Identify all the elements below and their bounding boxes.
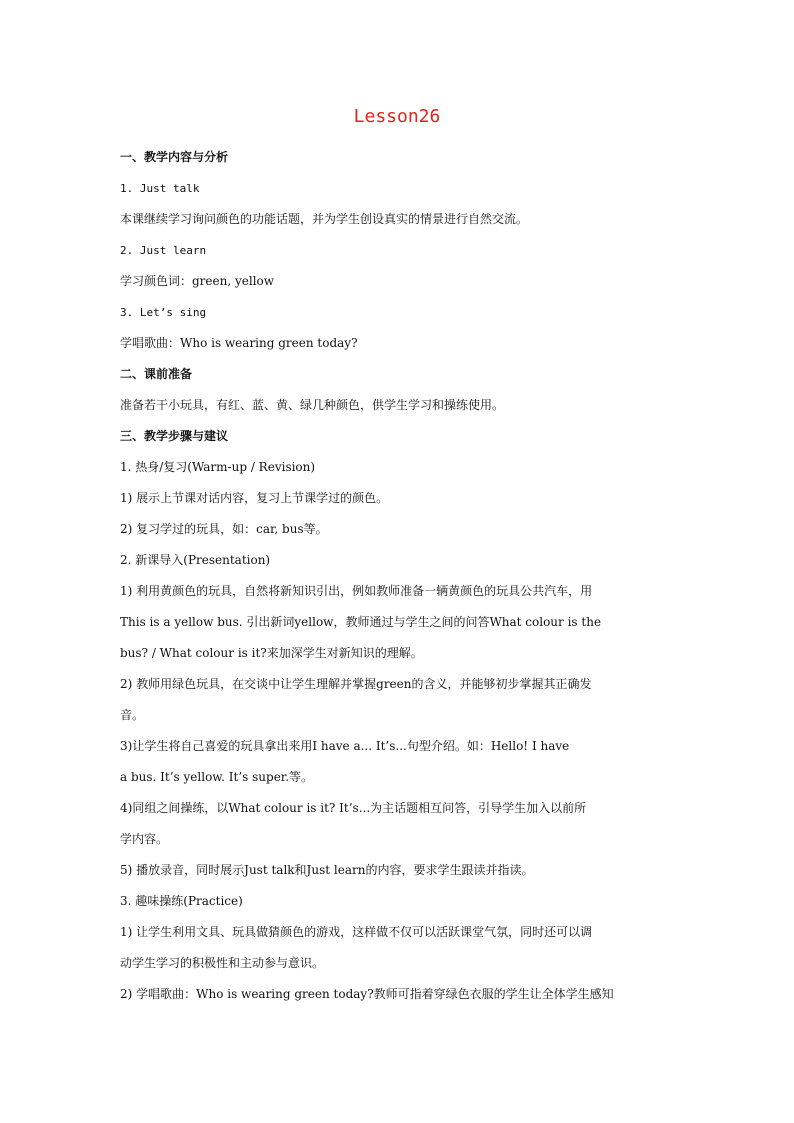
text-line: bus? / What colour is it?来加深学生对新知识的理解。 bbox=[120, 646, 423, 660]
text-line: 2. Just learn bbox=[120, 244, 207, 257]
text-line: 3. 趣味操练(Practice) bbox=[120, 894, 243, 908]
text-line: 音。 bbox=[120, 708, 145, 722]
text-line: 准备若干小玩具，有红、蓝、黄、绿几种颜色，供学生学习和操练使用。 bbox=[120, 398, 505, 412]
text-line: 1. 热身/复习(Warm-up / Revision) bbox=[120, 460, 316, 474]
text-line: 1) 让学生利用文具、玩具做猜颜色的游戏，这样做不仅可以活跃课堂气氛，同时还可以调 bbox=[120, 925, 593, 939]
section-heading-steps: 三、教学步骤与建议 bbox=[120, 429, 229, 443]
text-line: 5) 播放录音，同时展示Just talk和Just learn的内容，要求学生跟读并指读。 bbox=[120, 863, 534, 877]
document-title: Lesson26 bbox=[353, 106, 441, 127]
text-line: 1) 展示上节课对话内容，复习上节课学过的颜色。 bbox=[120, 491, 389, 505]
text-line: 本课继续学习询问颜色的功能话题，并为学生创设真实的情景进行自然交流。 bbox=[120, 212, 529, 226]
text-line: 2) 教师用绿色玩具，在交谈中让学生理解并掌握green的含义，并能够初步掌握其正确发 bbox=[120, 677, 592, 691]
text-line: 3. Let’s sing bbox=[120, 306, 207, 319]
text-line: 学习颜色词：green, yellow bbox=[120, 274, 275, 288]
text-line: 学唱歌曲：Who is wearing green today? bbox=[120, 336, 358, 350]
text-line: 学内容。 bbox=[120, 832, 169, 846]
text-line: 1) 利用黄颜色的玩具，自然将新知识引出，例如教师准备一辆黄颜色的玩具公共汽车，用 bbox=[120, 584, 593, 598]
text-line: 4)同组之间操练，以What colour is it? It’s...为主话题相互问答，引导学生加入以前所 bbox=[120, 801, 587, 815]
section-heading-content: 一、教学内容与分析 bbox=[120, 150, 229, 164]
text-line: 动学生学习的积极性和主动参与意识。 bbox=[120, 956, 325, 970]
document-body bbox=[120, 142, 680, 1010]
text-line: a bus. It’s yellow. It’s super.等。 bbox=[120, 770, 314, 784]
text-line: 2) 复习学过的玩具，如：car, bus等。 bbox=[120, 522, 328, 536]
text-line: 1. Just talk bbox=[120, 182, 200, 195]
text-line: 3)让学生将自己喜爱的玩具拿出来用I have a... It’s...句型介绍。如：Hello! I have bbox=[120, 739, 570, 753]
text-line: This is a yellow bus. 引出新词yellow，教师通过与学生之间的问答What colour is the bbox=[120, 615, 602, 629]
text-line: 2) 学唱歌曲：Who is wearing green today?教师可指着穿绿色衣服的学生让全体学生感知 bbox=[120, 987, 614, 1001]
text-line: 2. 新课导入(Presentation) bbox=[120, 553, 271, 567]
section-heading-preparation: 二、课前准备 bbox=[120, 367, 193, 381]
